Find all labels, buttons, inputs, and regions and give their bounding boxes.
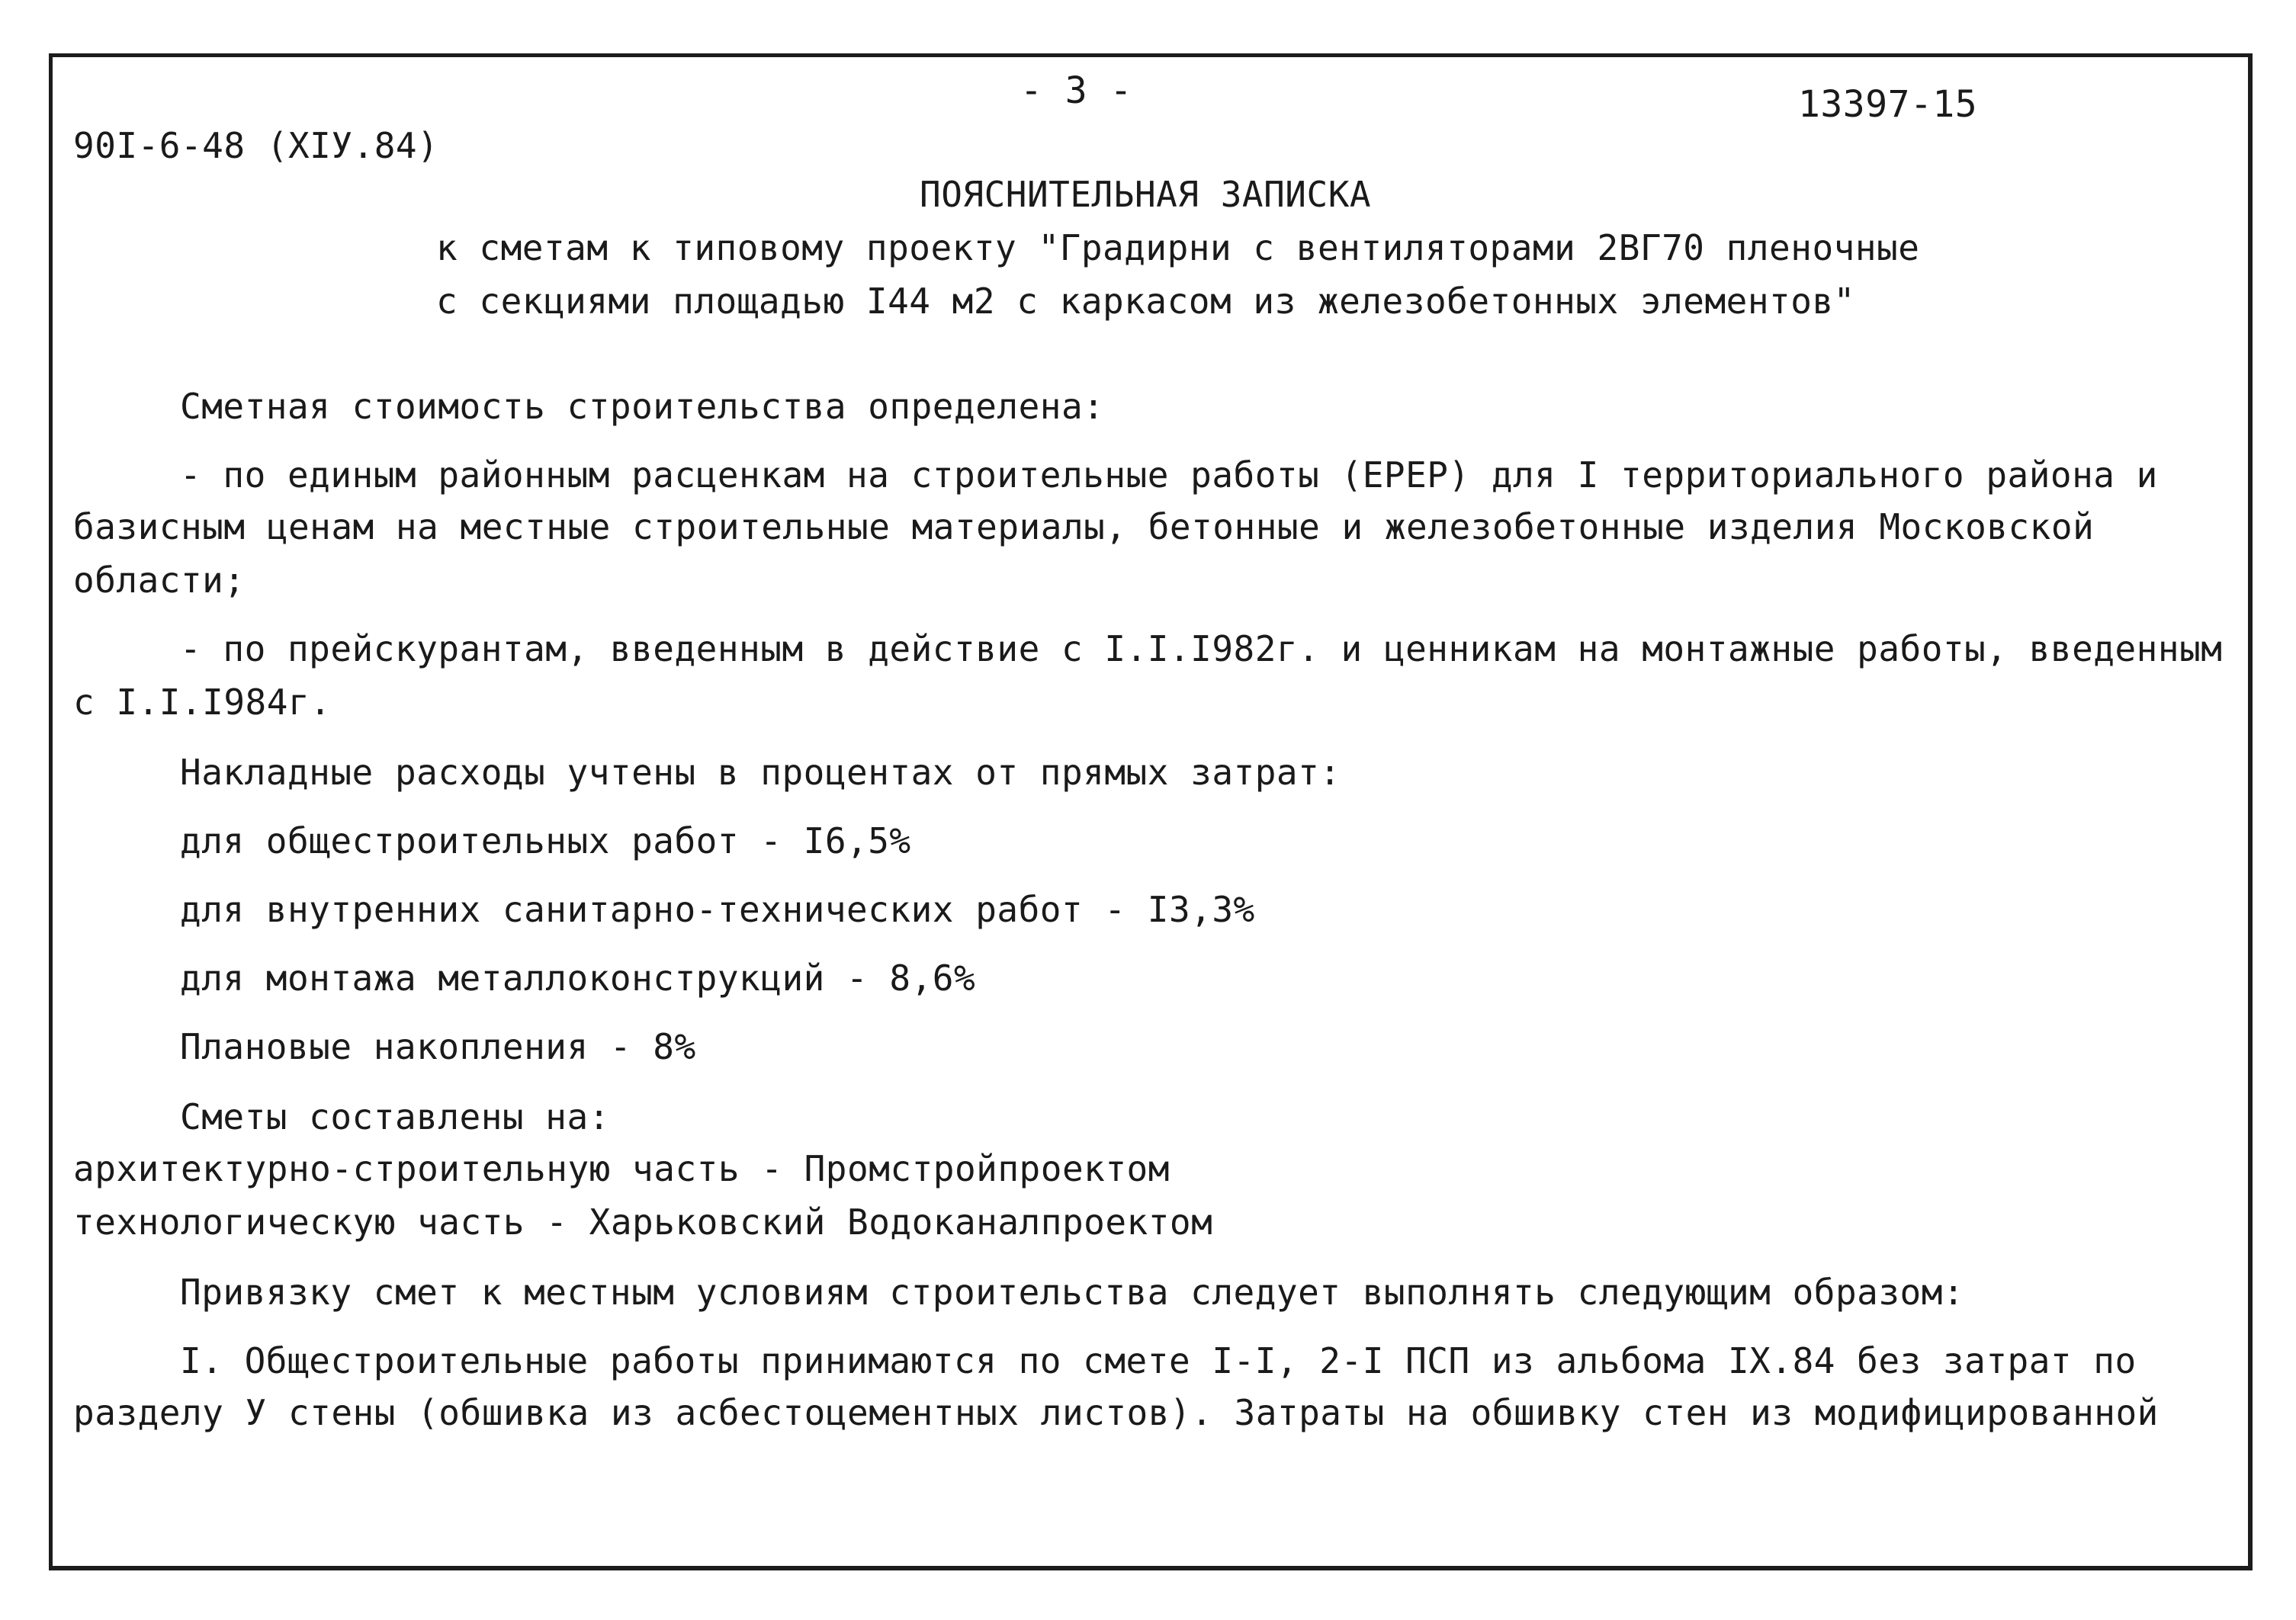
- planned-savings: Плановые накопления - 8%: [180, 1026, 696, 1067]
- document-code: 13397-15: [1798, 83, 1978, 126]
- paragraph-2-line-1: - по единым районным расценкам на строительные работы (ЕРЕР) для I территориального района и: [180, 454, 2158, 496]
- subtitle-line-2: с секциями площадью I44 м2 с каркасом из железобетонных элементов": [436, 281, 1855, 322]
- estimate-author-architecture: архитектурно-строительную часть - Промстройпроектом: [73, 1148, 1170, 1189]
- paragraph-9: Сметы составлены на:: [180, 1096, 610, 1137]
- paragraph-1: Сметная стоимость строительства определена:: [180, 386, 1105, 427]
- paragraph-13-line-2: разделу У стены (обшивка из асбестоцементных листов). Затраты на обшивку стен из модифицированной: [73, 1392, 2159, 1433]
- paragraph-2-line-3: области;: [73, 560, 246, 601]
- paragraph-2-line-2: базисным ценам на местные строительные материалы, бетонные и железобетонные изделия Московской: [73, 506, 2095, 547]
- paragraph-3-line-2: с I.I.I984г.: [73, 682, 332, 723]
- overhead-sanitary-works: для внутренних санитарно-технических работ - I3,3%: [180, 889, 1255, 930]
- estimate-author-technology: технологическую часть - Харьковский Водоканалпроектом: [73, 1201, 1213, 1243]
- overhead-metal-structures: для монтажа металлоконструкций - 8,6%: [180, 958, 976, 999]
- paragraph-3-line-1: - по прейскурантам, введенным в действие с I.I.I982г. и ценникам на монтажные работы, введенным: [180, 628, 2223, 669]
- project-code: 90I-6-48 (XIУ.84): [73, 125, 439, 166]
- page-number: - 3 -: [1020, 69, 1132, 112]
- overhead-general-construction: для общестроительных работ - I6,5%: [180, 820, 911, 861]
- subtitle-line-1: к сметам к типовому проекту "Градирни с вентиляторами 2ВГ70 пленочные: [436, 227, 1920, 268]
- paragraph-13-line-1: I. Общестроительные работы принимаются по смете I-I, 2-I ПСП из альбома IX.84 без затрат по: [180, 1340, 2137, 1381]
- paragraph-4: Накладные расходы учтены в процентах от прямых затрат:: [180, 752, 1341, 793]
- document-heading: ПОЯСНИТЕЛЬНАЯ ЗАПИСКА: [920, 174, 1372, 215]
- paragraph-12: Привязку смет к местным условиям строительства следует выполнять следующим образом:: [180, 1272, 1965, 1313]
